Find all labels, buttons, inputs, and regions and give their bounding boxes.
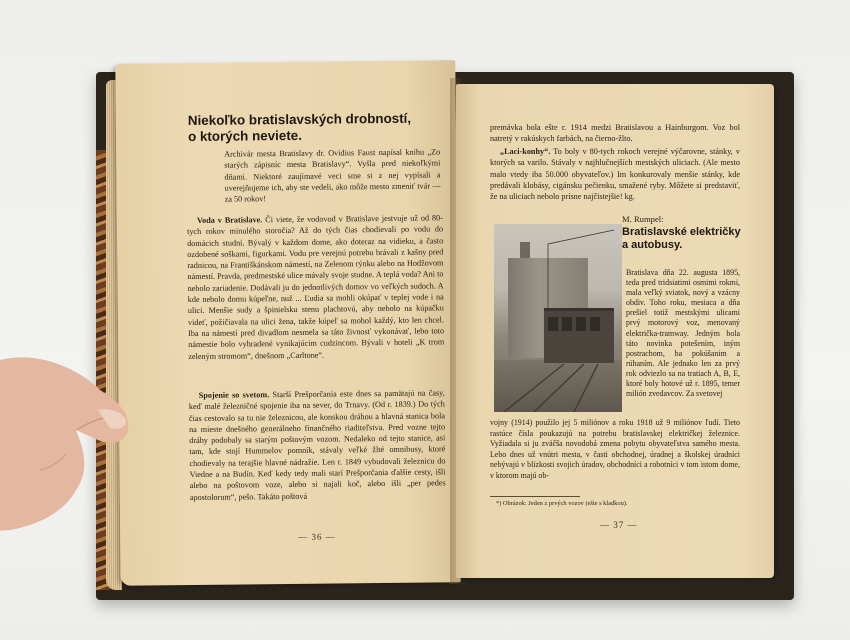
- spojenie-section: [189, 387, 446, 503]
- spojenie-title: Spojenie so svetom.: [198, 390, 270, 400]
- right-heading-line1: Bratislavské električky: [622, 226, 741, 238]
- laci-section: [490, 146, 740, 202]
- right-folio: — 37 —: [600, 520, 638, 530]
- article-author: M. Rumpel:: [622, 214, 664, 224]
- left-heading: [188, 111, 412, 145]
- laci-title: „Laci-konhy“.: [500, 147, 551, 156]
- tram-photo: [494, 224, 622, 412]
- voda-section: [187, 212, 445, 362]
- right-top-text: premávka bola ešte r. 1914 medzi Bratislavou a Hainburgom. Voz bol natretý v rakúskych farbách, na čierno-žlto.: [490, 123, 740, 144]
- tram-text-beside-photo: Bratislava dňa 22. augusta 1895, teda pred tridsiatimi osmimi rokmi, mala veľký sviatok, nový a vzácny obdiv. Toho roku, mesiaca a dňa prešiel totiž mestskými ulicami prvý motorový voz, menovaný električka-tramway. Jedným bola táto novinka potešením, iným postrachom, ba pokúšanim a rúhaním. Ale jednako len za prvý rok odviezlo sa na tratiach A, B, E, ktoré boly hotové už r. 1895, temer milión zvedavcov. Za svetovej: [626, 268, 740, 399]
- tram-text-bottom: vojny (1914) použilo jej 5 miliónov a roku 1918 už 9 miliónov ľudí. Tieto rastúce čísla poukazujú na potrebu bratislavskej električkej železnice. Vyžiadala si ju zväčša novodobá zmena pobytu obyvateľstva samého mesta. Lebo dnes už vnútri mesta, v časti obchodnej, úradnej a školskej úradníci nebývajú v blízkosti svojich úradov, obchodníci a robotníci v tom istom dome, v ktorom majú ob-: [490, 418, 740, 480]
- photo-caption: *) Obrázok: Jeden z prvých vozov (ešte s kladkou).: [496, 500, 628, 507]
- spojenie-text: Starší Prešporčania este dnes sa pamätajú na časy, keď malé železničné spojenie iba na sever, do Trnavy. (Od r. 1839.) Do tých čias cestovalo sa tu nie železnicou, ale konskou dráhou a hlavná stanica bola na mieste dnešného generálneho finančného riaditeľstva. Pred vozne tejto dráhy podobaly sa starým poštovým vozom. Nedaleko od tejto stanice, asi tam, kde stojí Hummelov pomník, stávaly veľké žlté omnibusy, ktoré chodievaly na terajšie hlavné nádražie. Len r. 1849 vybudovali železnicu do Viedne a na Budín. Keď kedy tedy mali starí Prešporčania ďalšie cesty, išli alebo na poštovom voze, alebo si najali koč, alebo išli „per pedes apostolorum“, pešo. Takáto poštová: [188, 388, 446, 502]
- footnote-rule: [490, 496, 580, 497]
- right-heading: [622, 226, 741, 253]
- laci-text: To boly v 80-tych rokoch verejné výčarovne, stánky, v ktorých sa varilo. Stávaly v najhlučnejších mestských uliciach. (Ale mesto malo vtedy iba 50.000 obyvateľov.) Im konkurovaly menšie stánky, kde predávali klobásy, cigánsku pečienku, smažené ryby. Môžete si predstaviť, že na uliciach nebolo prísne najčistejšie! kg.: [490, 147, 740, 202]
- left-intro: Archivár mesta Bratislavy dr. Ovidius Faust napísal knihu „Zo starých zápisníc mesta Bratislavy“. Vyšla pred niekoľkými dňami. Niektoré zaujímavé veci sme si z nej vypísali a uverejňujeme ich, aby ste vedeli, ako môže mesto zmeniť tvár — za 50 rokov!: [224, 147, 441, 204]
- right-heading-line2: a autobusy.: [622, 239, 683, 252]
- tram-rails: [494, 224, 622, 412]
- left-heading-line1: Niekoľko bratislavských drobností,: [187, 110, 412, 129]
- left-page: [115, 60, 460, 586]
- left-heading-line2: o ktorých neviete.: [187, 127, 302, 145]
- voda-text: Či viete, že vodovod v Bratislave jestvuje už od 80-tych rokov minulého storočia? Až do tých čias chodievali po vodu do domácich studní. Bývalý v každom dome, ako doteraz na vidieku, a často ozdobené soškami, figurkami. Vodu pre verejnú potrebu brávali z kašny pred radnicou, na Františkánskom námestí, na Zelenom rýnku alebo na Hodžovom námestí. Pravda, predmestské ulice mávaly svoje studne. A teplá voda? Ani to nebolo zariadenie. Dodávali ju do jednotlivých domov vo veľkých sudoch. A kde nebolo domu kúpeľne, nuž ... Ľudia sa mohli okúpať v teplej vode i na ulici. Menšie sudy a špinielsku stenu plachtovú, aby nebolo na kúpačku videť, požičiavala na ulici žena, takže kúpeľ sa mohol každý, kto len chcel. Iba na námestí pred divadlom nesmela sa táto živnosť vykonávať, lebo toto námestie bolo vyhradené vynikajúcim cudzincom. Bývali v hoteli „K trom zeleným stromom“, dnešnom „Carltone“.: [186, 213, 445, 361]
- voda-title: Voda v Bratislave.: [196, 215, 263, 225]
- hand-holding-book: [0, 350, 150, 610]
- left-folio: — 36 —: [298, 531, 336, 542]
